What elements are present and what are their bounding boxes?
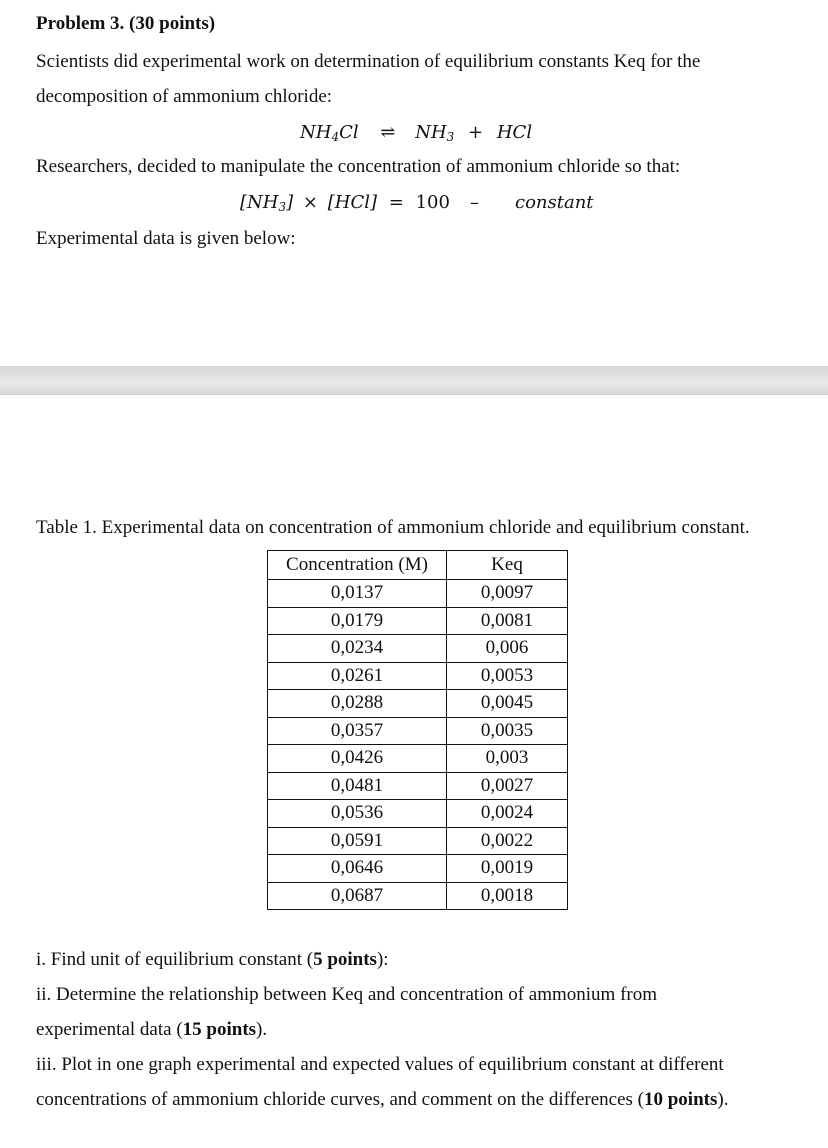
keq-cell: 0,0081	[447, 607, 568, 635]
question-1	[36, 949, 389, 971]
equals-sign: =	[388, 192, 404, 213]
table-row	[268, 662, 568, 690]
table-row	[268, 827, 568, 855]
keq-cell: 0,003	[447, 745, 568, 773]
concentration-cell: 0,0646	[268, 855, 447, 883]
table-row	[268, 855, 568, 883]
concentration-cell: 0,0481	[268, 772, 447, 800]
table-row	[268, 607, 568, 635]
question-3-text: concentrations of ammonium chloride curves, and comment on the differences (	[36, 1089, 644, 1110]
keq-cell: 0,0018	[447, 882, 568, 910]
header-keq: Keq	[447, 551, 568, 580]
question-2-points: 15 points	[182, 1019, 257, 1040]
keq-cell: 0,0045	[447, 690, 568, 718]
question-2-line-2	[36, 1019, 267, 1041]
concentration-cell: 0,0179	[268, 607, 447, 635]
constraint-lhs-close: ]	[286, 192, 294, 213]
equilibrium-arrow-icon: ⇌	[380, 122, 396, 143]
concentration-cell: 0,0288	[268, 690, 447, 718]
product1-subscript: 3	[446, 130, 455, 144]
concentration-cell: 0,0536	[268, 800, 447, 828]
question-3-line-2	[36, 1089, 728, 1111]
concentration-cell: 0,0137	[268, 580, 447, 608]
times-sign: ×	[302, 192, 318, 213]
reaction-equation	[300, 122, 532, 144]
table-row	[268, 580, 568, 608]
question-2-line-1: ii. Determine the relationship between Keq and concentration of ammonium from	[36, 984, 657, 1005]
keq-cell: 0,006	[447, 635, 568, 663]
data-intro: Experimental data is given below:	[36, 228, 296, 249]
keq-cell: 0,0035	[447, 717, 568, 745]
question-2-text: experimental data (	[36, 1019, 183, 1040]
table-header-row	[268, 551, 568, 580]
researchers-line: Researchers, decided to manipulate the concentration of ammonium chloride so that:	[36, 156, 681, 177]
product1-symbol: NH	[415, 122, 447, 143]
question-3-points: 10 points	[643, 1089, 718, 1110]
concentration-cell: 0,0687	[268, 882, 447, 910]
keq-cell: 0,0053	[447, 662, 568, 690]
table-caption: Table 1. Experimental data on concentration of ammonium chloride and equilibrium constant.	[36, 517, 750, 538]
table-row	[268, 745, 568, 773]
concentration-cell: 0,0357	[268, 717, 447, 745]
question-3-end: ).	[717, 1089, 729, 1110]
header-concentration: Concentration (M)	[268, 551, 447, 580]
constraint-word: constant	[515, 192, 594, 213]
constraint-lhs-subscript: 3	[278, 200, 287, 214]
table-row	[268, 717, 568, 745]
keq-cell: 0,0019	[447, 855, 568, 883]
question-3-line-1: iii. Plot in one graph experimental and expected values of equilibrium constant at different	[36, 1054, 724, 1075]
intro-line-2: decomposition of ammonium chloride:	[36, 86, 333, 107]
table-row	[268, 635, 568, 663]
question-1-end: ):	[376, 949, 389, 970]
keq-cell: 0,0024	[447, 800, 568, 828]
reactant-subscript: 4	[331, 130, 340, 144]
concentration-cell: 0,0426	[268, 745, 447, 773]
question-1-points: 5 points	[313, 949, 377, 970]
constraint-lhs-open: [NH	[240, 192, 279, 213]
keq-cell: 0,0027	[447, 772, 568, 800]
keq-cell: 0,0022	[447, 827, 568, 855]
page-separator-band	[0, 366, 828, 395]
plus-sign: +	[468, 122, 484, 143]
question-2-end: ).	[256, 1019, 268, 1040]
reactant-symbol: NH	[300, 122, 332, 143]
reactant-tail: Cl	[339, 122, 359, 143]
table-row	[268, 690, 568, 718]
concentration-cell: 0,0591	[268, 827, 447, 855]
constraint-equation	[240, 192, 450, 214]
constraint-dash-glyph: –	[470, 192, 479, 213]
experimental-data-table	[267, 550, 568, 910]
constraint-dash	[470, 192, 479, 213]
constraint-rhs-term: [HCl]	[327, 192, 377, 213]
table-row	[268, 882, 568, 910]
intro-line-1: Scientists did experimental work on determination of equilibrium constants Keq for the	[36, 51, 701, 72]
constraint-value: 100	[415, 192, 450, 213]
keq-cell: 0,0097	[447, 580, 568, 608]
concentration-cell: 0,0261	[268, 662, 447, 690]
concentration-cell: 0,0234	[268, 635, 447, 663]
table-row	[268, 772, 568, 800]
question-1-text: i. Find unit of equilibrium constant (	[36, 949, 314, 970]
table-row	[268, 800, 568, 828]
problem-title: Problem 3. (30 points)	[36, 13, 216, 34]
product2-symbol: HCl	[496, 122, 533, 143]
